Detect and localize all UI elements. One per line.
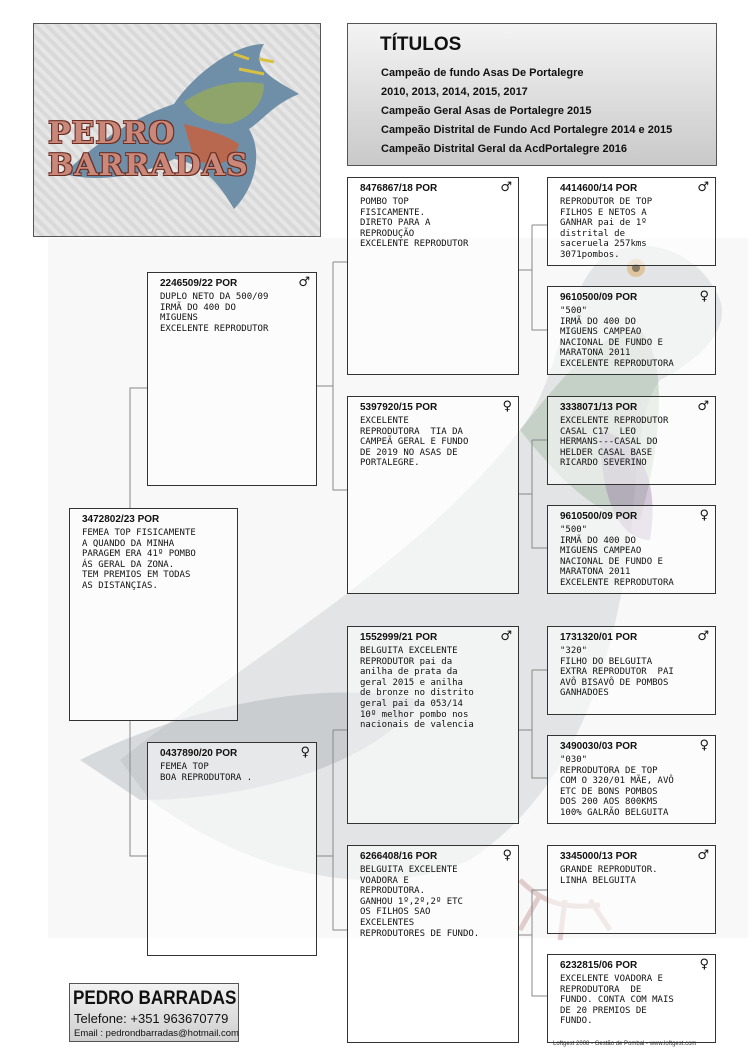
email-address: Email : pedrondbarradas@hotmail.com xyxy=(74,1028,239,1039)
breeder-logo xyxy=(33,23,321,237)
title-line: Campeão de fundo Asas De Portalegre xyxy=(381,67,584,79)
phone-number: Telefone: +351 963670779 xyxy=(74,1011,229,1026)
male-sex-icon: ♂ xyxy=(500,180,512,195)
male-sex-icon: ♂ xyxy=(697,399,709,414)
pedigree-card-sds xyxy=(547,396,716,485)
pigeon-description: "500" IRMÃ DO 400 DO MIGUENS CAMPEAO NACIONAL DE FUNDO E MARATONA 2011 EXCELENTE REPRODUTORA xyxy=(560,525,674,588)
ring-number: 9610500/09 POR xyxy=(560,511,638,522)
pigeon-description: "500" IRMÃ DO 400 DO MIGUENS CAMPEAO NACIONAL DE FUNDO E MARATONA 2011 EXCELENTE REPRODUTORA xyxy=(560,306,674,369)
pigeon-description: "030" REPRODUTORA DE TOP COM O 320/01 MÃE, AVÔ ETC DE BONS POMBOS DOS 200 AOS 800KMS 100% GALRÃO BELGUITA xyxy=(560,755,674,818)
pigeon-description: FEMEA TOP BOA REPRODUTORA . xyxy=(160,762,253,783)
ring-number: 5397920/15 POR xyxy=(360,402,438,413)
pigeon-description: REPRODUTOR DE TOP FILHOS E NETOS A GANHAR pai de 1º distrital de saceruela 257kms 3071pombos. xyxy=(560,197,653,260)
pedigree-card-dsd xyxy=(547,735,716,824)
pedigree-card-sss xyxy=(547,177,716,266)
male-sex-icon: ♂ xyxy=(298,275,310,290)
breeder-name: PEDRO BARRADAS xyxy=(73,988,237,1009)
pigeon-description: DUPLO NETO DA 500/09 IRMÃ DO 400 DO MIGUENS EXCELENTE REPRODUTOR xyxy=(160,292,269,334)
ring-number: 0437890/20 POR xyxy=(160,748,238,759)
pedigree-card-subject xyxy=(69,508,238,721)
pedigree-card-dds xyxy=(547,845,716,934)
ring-number: 6232815/06 POR xyxy=(560,960,638,971)
pedigree-card-ddd xyxy=(547,954,716,1043)
title-line: Campeão Distrital Geral da AcdPortalegre 2016 xyxy=(381,143,627,155)
female-sex-icon: ♀ xyxy=(502,399,512,414)
pigeon-description: BELGUITA EXCELENTE REPRODUTOR pai da anilha de prata da geral 2015 e anilha de bronze no distrito geral pai da 053/14 10º melhor pombo nos nacionais de valencia xyxy=(360,646,474,731)
pigeon-description: GRANDE REPRODUTOR. LINHA BELGUITA xyxy=(560,865,658,886)
pedigree-card-sdd xyxy=(547,505,716,594)
ring-number: 3345000/13 POR xyxy=(560,851,638,862)
female-sex-icon: ♀ xyxy=(502,848,512,863)
male-sex-icon: ♂ xyxy=(697,848,709,863)
female-sex-icon: ♀ xyxy=(699,508,709,523)
ring-number: 6266408/16 POR xyxy=(360,851,438,862)
ring-number: 1731320/01 POR xyxy=(560,632,638,643)
pigeon-description: POMBO TOP FISICAMENTE. DIRETO PARA A REPRODUÇÃO EXCELENTE REPRODUTOR xyxy=(360,197,469,250)
ring-number: 9610500/09 POR xyxy=(560,292,638,303)
male-sex-icon: ♂ xyxy=(500,629,512,644)
pedigree-card-dam xyxy=(147,742,317,956)
pigeon-description: EXCELENTE VOADORA E REPRODUTORA DE FUNDO. CONTA COM MAIS DE 20 PREMIOS DE FUNDO. xyxy=(560,974,674,1027)
title-line: 2010, 2013, 2014, 2015, 2017 xyxy=(381,86,528,98)
titles-panel xyxy=(347,23,717,166)
pigeon-description: EXCELENTE REPRODUTOR CASAL C17 LEO HERMANS---CASAL DO HELDER CASAL BASE RICARDO SEVERINO xyxy=(560,416,669,469)
pigeon-description: "320" FILHO DO BELGUITA EXTRA REPRODUTOR PAI AVÔ BISAVÔ DE POMBOS GANHADOES xyxy=(560,646,674,699)
ring-number: 2246509/22 POR xyxy=(160,278,238,289)
logo-text-line2: BARRADAS xyxy=(48,148,249,183)
titles-heading: TÍTULOS xyxy=(380,34,462,55)
male-sex-icon: ♂ xyxy=(697,629,709,644)
ring-number: 1552999/21 POR xyxy=(360,632,438,643)
pedigree-card-ssd xyxy=(547,286,716,375)
pedigree-card-dam-dam xyxy=(347,845,519,1043)
pedigree-card-sire xyxy=(147,272,317,486)
male-sex-icon: ♂ xyxy=(697,180,709,195)
pedigree-card-dam-sire xyxy=(347,626,519,824)
female-sex-icon: ♀ xyxy=(699,957,709,972)
software-credit: Loftgest 2008 - Gestão de Pombal - www.loftgest.com xyxy=(553,1041,697,1047)
female-sex-icon: ♀ xyxy=(699,289,709,304)
pigeon-description: EXCELENTE REPRODUTORA TIA DA CAMPEÃ GERAL E FUNDO DE 2019 NO ASAS DE PORTALEGRE. xyxy=(360,416,469,469)
pigeon-description: BELGUITA EXCELENTE VOADORA E REPRODUTORA. GANHOU 1º,2º,2º ETC OS FILHOS SAO EXCELENTES REPRODUTORES DE FUNDO. xyxy=(360,865,480,939)
female-sex-icon: ♀ xyxy=(300,745,310,760)
title-line: Campeão Distrital de Fundo Acd Portalegre 2014 e 2015 xyxy=(381,124,673,136)
pedigree-card-dss xyxy=(547,626,716,715)
ring-number: 3472802/23 POR xyxy=(82,514,160,525)
ring-number: 8476867/18 POR xyxy=(360,183,438,194)
contact-box xyxy=(69,983,239,1042)
pedigree-card-sire-sire xyxy=(347,177,519,375)
title-line: Campeão Geral Asas de Portalegre 2015 xyxy=(381,105,592,117)
ring-number: 3338071/13 POR xyxy=(560,402,638,413)
ring-number: 3490030/03 POR xyxy=(560,741,638,752)
pigeon-description: FEMEA TOP FISICAMENTE A QUANDO DA MINHA PARAGEM ERA 41º POMBO ÁS GERAL DA ZONA. TEM PREMIOS EM TODAS AS DISTANÇIAS. xyxy=(82,528,196,591)
female-sex-icon: ♀ xyxy=(699,738,709,753)
ring-number: 4414600/14 POR xyxy=(560,183,638,194)
pedigree-card-sire-dam xyxy=(347,396,519,594)
logo-text-line1: PEDRO xyxy=(48,116,176,151)
